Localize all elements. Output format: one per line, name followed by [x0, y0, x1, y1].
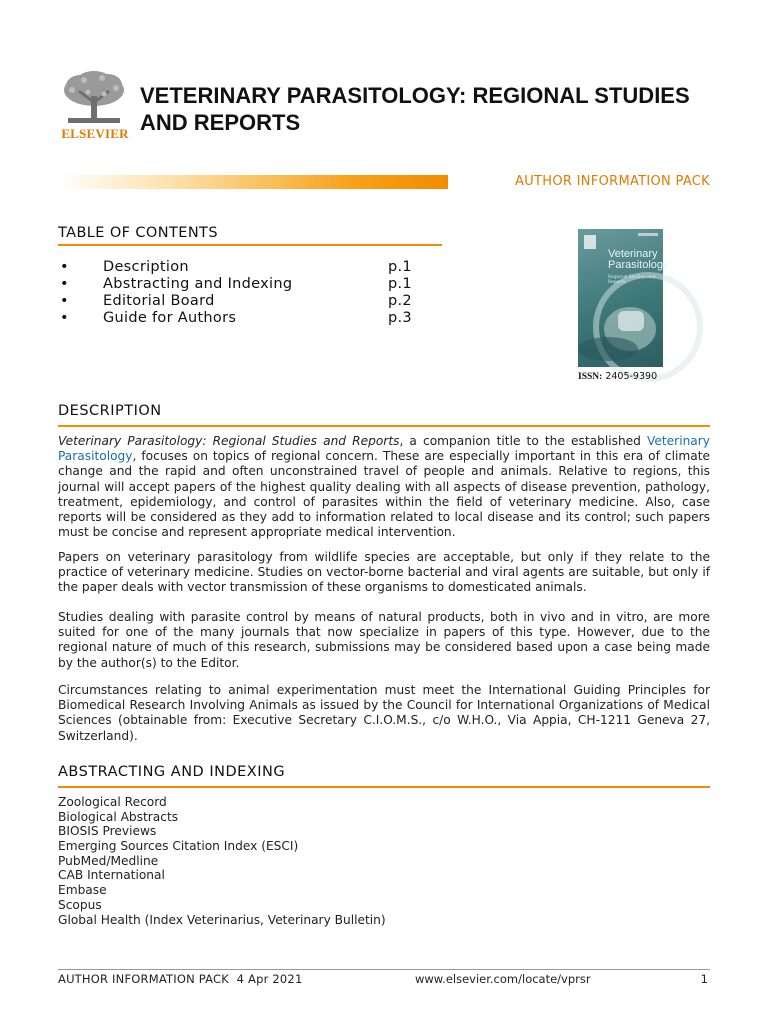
paragraph-text: , a companion title to the established — [399, 434, 648, 448]
toc-item-label: Description — [103, 259, 189, 275]
footer-url-link[interactable]: www.elsevier.com/locate/vprsr — [415, 972, 591, 986]
list-item: Scopus — [58, 897, 102, 912]
journal-cover-image — [578, 229, 672, 367]
author-pack-label: AUTHOR INFORMATION PACK — [515, 174, 710, 189]
toc-item-editorial-board[interactable] — [58, 293, 438, 310]
toc-item-label: Abstracting and Indexing — [103, 276, 293, 292]
toc-bullet: • — [60, 310, 69, 326]
toc-bullet: • — [60, 259, 69, 275]
description-paragraph-2: Papers on veterinary parasitology from wildlife species are acceptable, but only if they relate to the practice of veterinary medicine. Studies on vector-borne bacterial and viral agents are suitable, but only if the paper deals with vector transmission of these organisms to domesticated animals. — [58, 550, 710, 595]
list-item: BIOSIS Previews — [58, 824, 157, 839]
toc-item-page: p.1 — [388, 259, 412, 275]
description-rule — [58, 425, 710, 427]
list-item: Biological Abstracts — [58, 809, 179, 824]
toc-item-page: p.1 — [388, 276, 412, 292]
list-item: Global Health (Index Veterinarius, Veterinary Bulletin) — [58, 912, 386, 927]
paragraph-text: , focuses on topics of regional concern. These are especially important in this era of climate change and the rapid and often unconstrained travel of people and animals. Relative to regions, this journal will accept papers of the highest quality dealing with all aspects of disease prevention, pathology, treatment, epidemiology, and control of parasites within the field of veterinary medicine. Also, case reports will be considered as they add to information related to local disease and its control; such papers must be concise and represent appropriate medical intervention. — [58, 449, 710, 540]
publisher-wordmark: ELSEVIER — [61, 126, 129, 141]
footer-pack-date: AUTHOR INFORMATION PACK 4 Apr 2021 — [58, 972, 303, 986]
description-paragraph-4: Circumstances relating to animal experimentation must meet the International Guiding Principles for Biomedical Research Involving Animals as issued by the Council for International Organizations of Medical Sciences (obtainable from: Executive Secretary C.I.O.M.S., c/o W.H.O., Via Appia, CH-1211 Geneva 27, Switzerland). — [58, 683, 710, 743]
description-paragraph-1 — [58, 434, 710, 540]
toc-item-label: Editorial Board — [103, 293, 215, 309]
indexing-list — [58, 795, 710, 927]
toc-rule — [58, 244, 442, 246]
footer-page-number: 1 — [700, 972, 708, 986]
list-item: Emerging Sources Citation Index (ESCI) — [58, 839, 299, 854]
journal-title: VETERINARY PARASITOLOGY: REGIONAL STUDIES AND REPORTS — [140, 83, 690, 135]
list-item: CAB International — [58, 868, 165, 883]
cover-title: Veterinary Parasitology: — [608, 248, 672, 271]
toc-item-page: p.3 — [388, 310, 412, 326]
footer-rule — [58, 969, 710, 970]
indexing-rule — [58, 786, 710, 788]
veterinary-parasitology-link[interactable]: Veterinary Parasitology — [58, 434, 710, 464]
indexing-heading: ABSTRACTING AND INDEXING — [58, 764, 286, 780]
toc-item-label: Guide for Authors — [103, 310, 237, 326]
list-item: PubMed/Medline — [58, 853, 159, 868]
journal-name-italic: Veterinary Parasitology: Regional Studies and Reports — [58, 434, 400, 448]
description-heading: DESCRIPTION — [58, 403, 162, 419]
header-gradient-bar — [58, 175, 448, 189]
description-paragraph-3: Studies dealing with parasite control by means of natural products, both in vivo and in vitro, are more suited for one of the many journals that now specialize in papers of this type. However, due to the regional nature of much of this research, submissions may be considered based upon a case being made by the author(s) to the Editor. — [58, 610, 710, 670]
issn — [578, 371, 657, 382]
toc-item-guide-for-authors[interactable] — [58, 310, 438, 327]
cover-subtitle: Regional Studies and Reports — [608, 275, 656, 285]
toc-item-description[interactable] — [58, 259, 438, 276]
list-item: Zoological Record — [58, 795, 167, 809]
toc-bullet: • — [60, 293, 69, 309]
issn-value: 2405-9390 — [605, 371, 658, 382]
toc-heading: TABLE OF CONTENTS — [58, 225, 218, 241]
list-item: Embase — [58, 883, 107, 898]
toc-item-abstracting[interactable] — [58, 276, 438, 293]
toc-item-page: p.2 — [388, 293, 412, 309]
toc-bullet: • — [60, 276, 69, 292]
issn-label: ISSN: — [578, 372, 603, 382]
